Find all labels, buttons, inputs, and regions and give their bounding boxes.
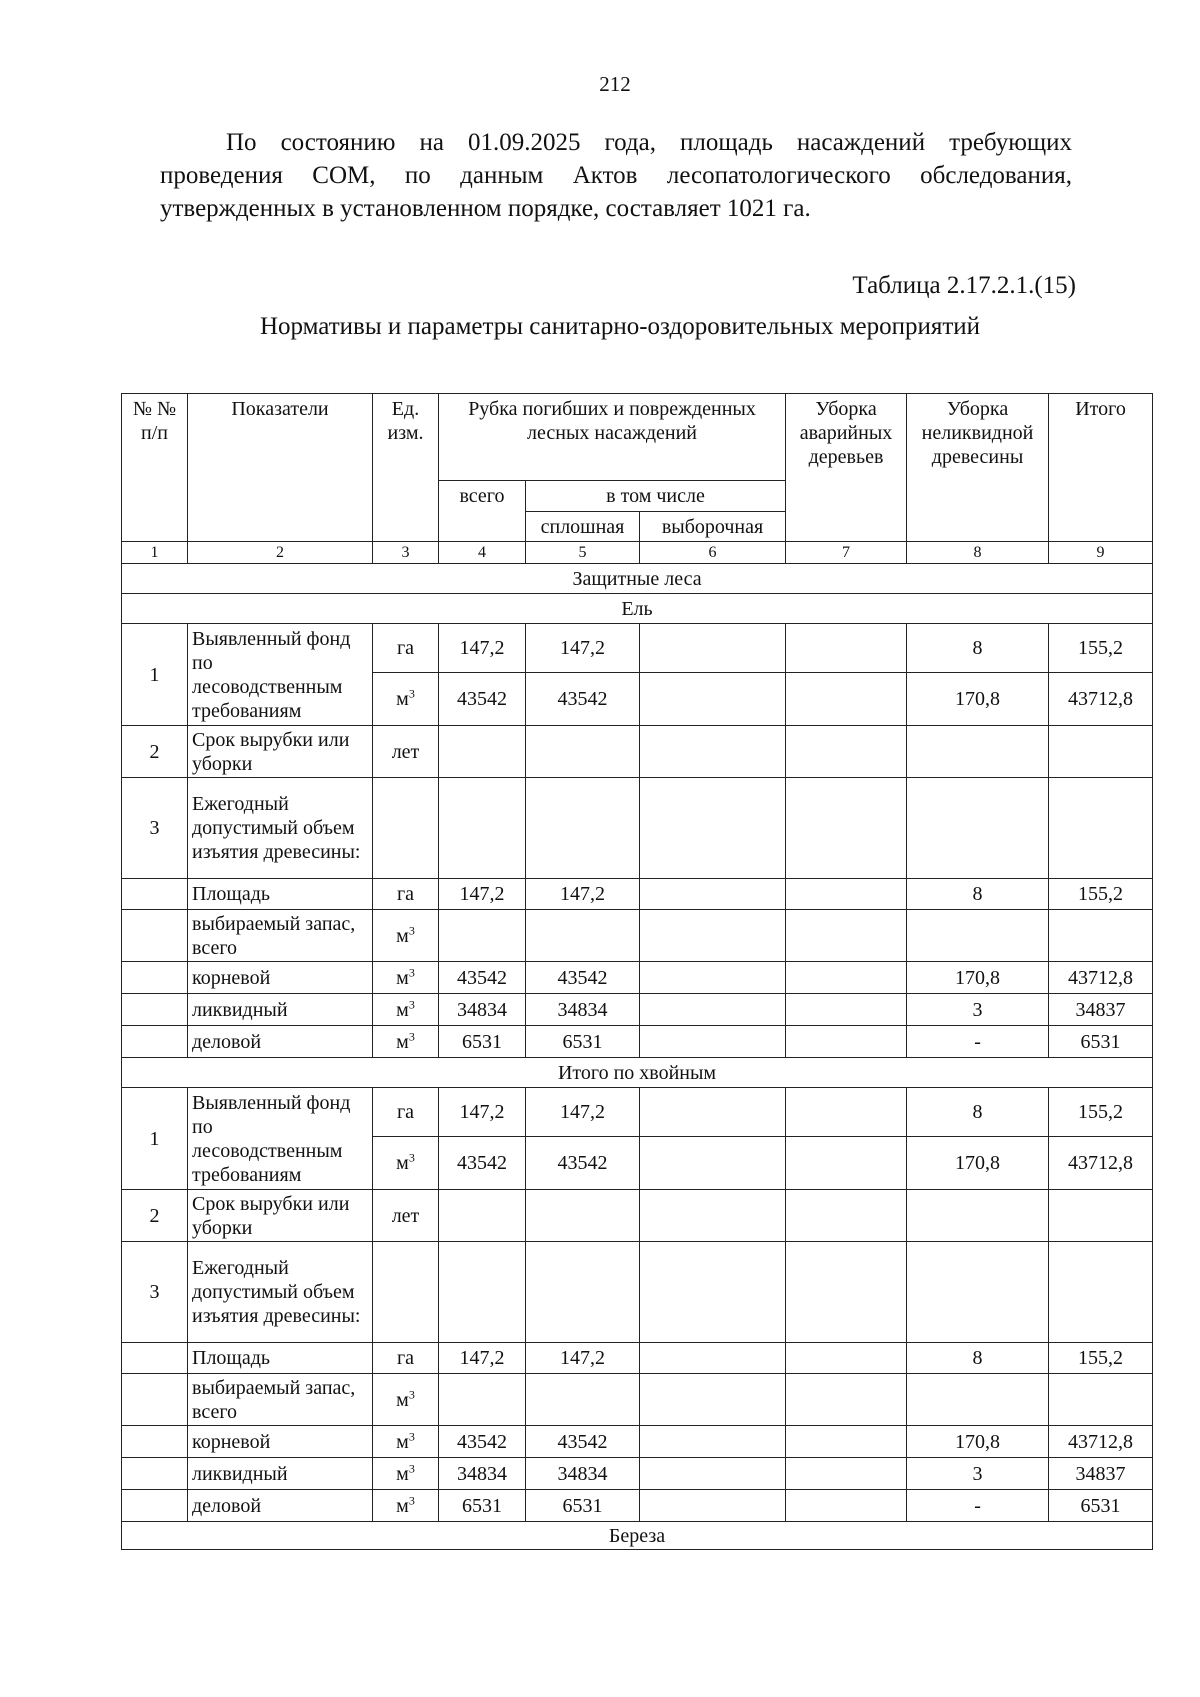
value-total: 6531 [439, 1026, 526, 1058]
value-total: 147,2 [439, 1088, 526, 1137]
col-number: 5 [526, 542, 640, 564]
value-illiquid: 170,8 [907, 1137, 1049, 1190]
value-emergency [786, 673, 907, 726]
header-unit: Ед. изм. [373, 394, 439, 542]
value-total: 34834 [439, 994, 526, 1026]
table-number: Таблица 2.17.2.1.(15) [852, 272, 1076, 299]
value-illiquid: 3 [907, 994, 1049, 1026]
value-total [439, 1374, 526, 1426]
cubic-superscript: 3 [408, 964, 415, 979]
cubic-superscript: 3 [408, 1428, 415, 1443]
business-label: деловой [188, 1026, 373, 1058]
cubic-superscript: 3 [408, 686, 415, 701]
fund-label: Выявленный фонд по лесоводственным требованиям [188, 1088, 373, 1190]
unit-cell [373, 1426, 439, 1458]
value-selective [640, 778, 786, 879]
row-number [122, 1374, 188, 1426]
unit-cell: лет [373, 726, 439, 778]
col-number: 2 [188, 542, 373, 564]
header-emergency: Уборка аварийных деревьев [786, 394, 907, 542]
value-clear: 34834 [526, 1458, 640, 1490]
fund-label: Выявленный фонд по лесоводственным требованиям [188, 624, 373, 726]
value-selective [640, 1426, 786, 1458]
unit-text: м [396, 1030, 409, 1053]
page-number: 212 [599, 72, 631, 96]
value-itogo [1049, 1190, 1153, 1242]
header-selective: выборочная [640, 512, 786, 542]
header-incl: в том числе [526, 481, 786, 512]
value-itogo [1049, 910, 1153, 962]
unit-text: м [396, 1388, 409, 1411]
row-number: 2 [122, 726, 188, 778]
value-illiquid [907, 778, 1049, 879]
value-selective [640, 1088, 786, 1137]
value-selective [640, 1190, 786, 1242]
header-clear: сплошная [526, 512, 640, 542]
value-emergency [786, 1343, 907, 1374]
area-label: Площадь [188, 879, 373, 910]
unit-cell [373, 1137, 439, 1190]
value-illiquid: 8 [907, 1343, 1049, 1374]
header-indicators: Показатели [188, 394, 373, 542]
value-total [439, 910, 526, 962]
sanitary-measures-table [121, 393, 1153, 1550]
value-selective [640, 1026, 786, 1058]
unit-text: м [396, 1494, 409, 1517]
unit-text: м [396, 966, 409, 989]
value-emergency [786, 1426, 907, 1458]
value-itogo: 43712,8 [1049, 1426, 1153, 1458]
header-num: № № п/п [122, 394, 188, 542]
value-illiquid: 8 [907, 624, 1049, 673]
col-number: 8 [907, 542, 1049, 564]
row-number [122, 1458, 188, 1490]
value-illiquid [907, 910, 1049, 962]
value-total: 147,2 [439, 1343, 526, 1374]
value-itogo [1049, 1242, 1153, 1343]
row-number [122, 910, 188, 962]
section-heading: Береза [122, 1522, 1153, 1550]
cubic-superscript: 3 [408, 1386, 415, 1401]
value-emergency [786, 962, 907, 994]
value-total [439, 1190, 526, 1242]
root-label: корневой [188, 962, 373, 994]
value-clear [526, 726, 640, 778]
col-number: 9 [1049, 542, 1153, 564]
value-clear: 43542 [526, 962, 640, 994]
value-total: 43542 [439, 1137, 526, 1190]
cubic-superscript: 3 [408, 922, 415, 937]
value-illiquid: - [907, 1490, 1049, 1522]
row-number [122, 994, 188, 1026]
col-number: 4 [439, 542, 526, 564]
row-number [122, 962, 188, 994]
value-itogo: 6531 [1049, 1490, 1153, 1522]
header-total: всего [439, 481, 526, 542]
value-emergency [786, 1137, 907, 1190]
unit-cell [373, 1242, 439, 1343]
unit-text: м [396, 1152, 409, 1174]
col-number: 6 [640, 542, 786, 564]
cubic-superscript: 3 [408, 1460, 415, 1475]
value-selective [640, 726, 786, 778]
unit-cell [373, 1374, 439, 1426]
value-illiquid: 8 [907, 879, 1049, 910]
unit-text: м [396, 688, 409, 710]
value-clear: 147,2 [526, 624, 640, 673]
value-itogo: 34837 [1049, 994, 1153, 1026]
unit-cell: га [373, 624, 439, 673]
col-number: 3 [373, 542, 439, 564]
row-number: 3 [122, 1242, 188, 1343]
value-itogo: 155,2 [1049, 879, 1153, 910]
unit-cell [373, 1026, 439, 1058]
value-itogo [1049, 1374, 1153, 1426]
unit-text: м [396, 924, 409, 947]
unit-cell [373, 673, 439, 726]
unit-cell: га [373, 1343, 439, 1374]
row-number: 1 [122, 1088, 188, 1190]
value-selective [640, 1343, 786, 1374]
value-emergency [786, 1026, 907, 1058]
value-illiquid: 8 [907, 1088, 1049, 1137]
row-number [122, 1026, 188, 1058]
stock-label: выбираемый запас, всего [188, 910, 373, 962]
header-cutting: Рубка погибших и поврежденных лесных насаждений [439, 394, 786, 481]
annual-label: Ежегодный допустимый объем изъятия древесины: [188, 1242, 373, 1343]
value-clear [526, 1374, 640, 1426]
unit-cell [373, 1458, 439, 1490]
value-illiquid [907, 1374, 1049, 1426]
value-illiquid: - [907, 1026, 1049, 1058]
value-emergency [786, 1490, 907, 1522]
row-number [122, 1343, 188, 1374]
value-clear [526, 910, 640, 962]
term-label: Срок вырубки или уборки [188, 1190, 373, 1242]
value-selective [640, 1490, 786, 1522]
intro-text: По состоянию на 01.09.2025 года, площадь насаждений требующих проведения СОМ, по данным Актов лесопатологического обследования, утвержденных в установленном порядке, составляет 1021 га. [160, 129, 1072, 222]
value-emergency [786, 1374, 907, 1426]
value-selective [640, 624, 786, 673]
row-number [122, 879, 188, 910]
value-selective [640, 962, 786, 994]
value-clear: 147,2 [526, 1088, 640, 1137]
value-illiquid [907, 726, 1049, 778]
value-illiquid [907, 1190, 1049, 1242]
value-itogo: 155,2 [1049, 624, 1153, 673]
cubic-superscript: 3 [408, 1492, 415, 1507]
header-itogo: Итого [1049, 394, 1153, 542]
root-label: корневой [188, 1426, 373, 1458]
value-emergency [786, 910, 907, 962]
header-illiquid: Уборка неликвидной древесины [907, 394, 1049, 542]
value-clear: 43542 [526, 673, 640, 726]
value-clear: 34834 [526, 994, 640, 1026]
value-emergency [786, 1190, 907, 1242]
value-clear: 6531 [526, 1490, 640, 1522]
value-emergency [786, 1458, 907, 1490]
value-illiquid: 170,8 [907, 673, 1049, 726]
value-emergency [786, 994, 907, 1026]
value-emergency [786, 879, 907, 910]
unit-cell [373, 962, 439, 994]
value-itogo [1049, 778, 1153, 879]
value-total: 34834 [439, 1458, 526, 1490]
value-clear [526, 778, 640, 879]
value-clear: 6531 [526, 1026, 640, 1058]
value-itogo [1049, 726, 1153, 778]
col-number: 7 [786, 542, 907, 564]
row-number [122, 1490, 188, 1522]
row-number: 3 [122, 778, 188, 879]
value-selective [640, 910, 786, 962]
unit-cell [373, 778, 439, 879]
value-emergency [786, 778, 907, 879]
unit-cell: лет [373, 1190, 439, 1242]
value-emergency [786, 1088, 907, 1137]
unit-cell [373, 994, 439, 1026]
value-clear: 147,2 [526, 1343, 640, 1374]
value-total [439, 778, 526, 879]
value-itogo: 43712,8 [1049, 673, 1153, 726]
unit-cell [373, 910, 439, 962]
term-label: Срок вырубки или уборки [188, 726, 373, 778]
value-total [439, 726, 526, 778]
value-emergency [786, 624, 907, 673]
section-heading: Ель [122, 594, 1153, 624]
value-clear: 43542 [526, 1426, 640, 1458]
value-illiquid: 170,8 [907, 1426, 1049, 1458]
table-title: Нормативы и параметры санитарно-оздоровительных мероприятий [259, 313, 981, 340]
unit-text: м [396, 998, 409, 1021]
section-heading: Итого по хвойным [122, 1058, 1153, 1088]
value-illiquid: 3 [907, 1458, 1049, 1490]
value-selective [640, 1137, 786, 1190]
value-itogo: 43712,8 [1049, 1137, 1153, 1190]
stock-label: выбираемый запас, всего [188, 1374, 373, 1426]
value-illiquid: 170,8 [907, 962, 1049, 994]
value-itogo: 6531 [1049, 1026, 1153, 1058]
cubic-superscript: 3 [408, 1150, 415, 1165]
value-selective [640, 994, 786, 1026]
liquid-label: ликвидный [188, 994, 373, 1026]
value-itogo: 155,2 [1049, 1088, 1153, 1137]
col-number: 1 [122, 542, 188, 564]
value-clear: 147,2 [526, 879, 640, 910]
business-label: деловой [188, 1490, 373, 1522]
value-total [439, 1242, 526, 1343]
value-itogo: 155,2 [1049, 1343, 1153, 1374]
unit-cell [373, 1490, 439, 1522]
value-total: 147,2 [439, 879, 526, 910]
row-number: 2 [122, 1190, 188, 1242]
value-clear [526, 1190, 640, 1242]
unit-cell: га [373, 1088, 439, 1137]
unit-text: м [396, 1462, 409, 1485]
annual-label: Ежегодный допустимый объем изъятия древесины: [188, 778, 373, 879]
row-number: 1 [122, 624, 188, 726]
value-selective [640, 1374, 786, 1426]
area-label: Площадь [188, 1343, 373, 1374]
value-total: 147,2 [439, 624, 526, 673]
value-itogo: 43712,8 [1049, 962, 1153, 994]
value-clear [526, 1242, 640, 1343]
intro-paragraph [160, 126, 1072, 225]
protective-forests-heading: Защитные леса [122, 564, 1153, 594]
row-number [122, 1426, 188, 1458]
value-itogo: 34837 [1049, 1458, 1153, 1490]
cubic-superscript: 3 [408, 1028, 415, 1043]
value-clear: 43542 [526, 1137, 640, 1190]
value-total: 6531 [439, 1490, 526, 1522]
value-total: 43542 [439, 1426, 526, 1458]
value-total: 43542 [439, 673, 526, 726]
value-illiquid [907, 1242, 1049, 1343]
unit-cell: га [373, 879, 439, 910]
value-selective [640, 1458, 786, 1490]
value-total: 43542 [439, 962, 526, 994]
value-emergency [786, 726, 907, 778]
unit-text: м [396, 1430, 409, 1453]
value-selective [640, 1242, 786, 1343]
value-emergency [786, 1242, 907, 1343]
cubic-superscript: 3 [408, 996, 415, 1011]
liquid-label: ликвидный [188, 1458, 373, 1490]
value-selective [640, 879, 786, 910]
value-selective [640, 673, 786, 726]
